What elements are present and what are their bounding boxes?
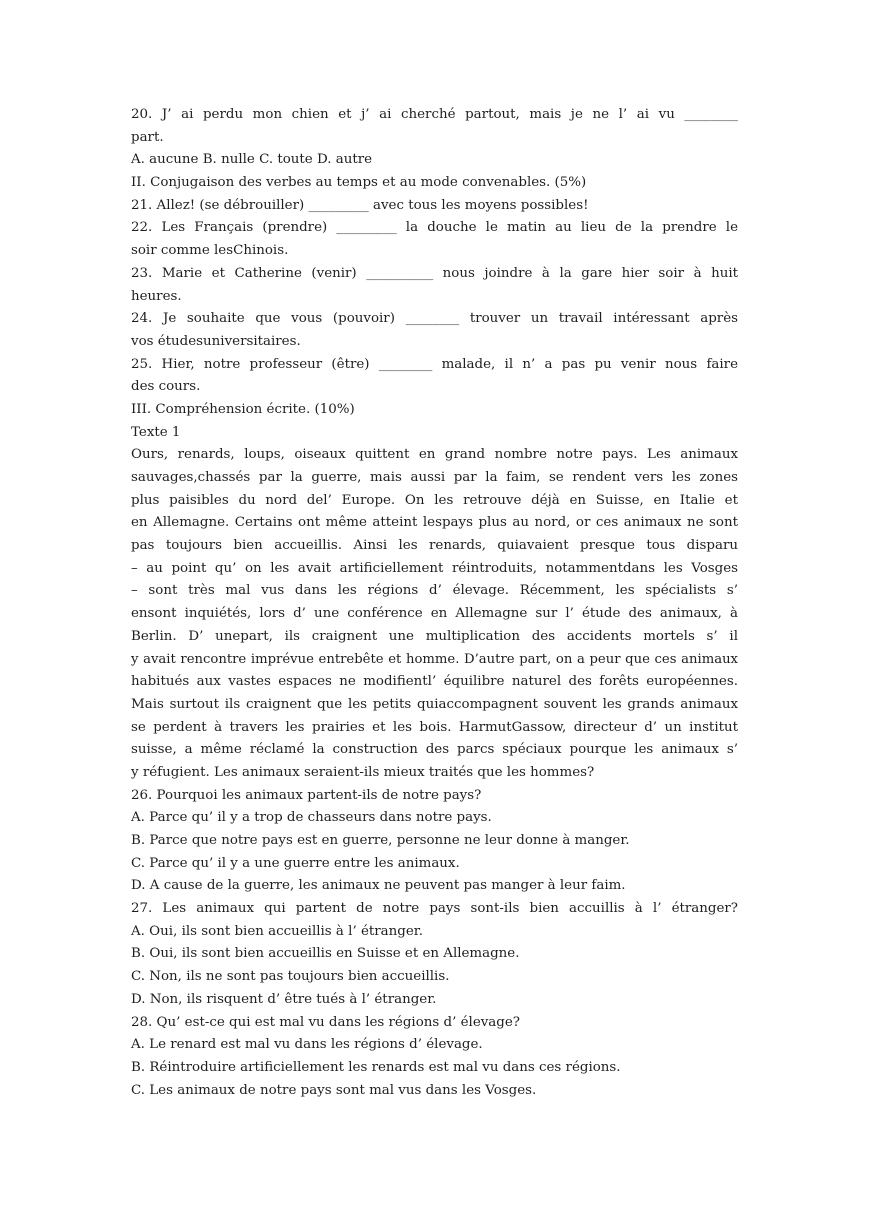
text-line: D. A cause de la guerre, les animaux ne peuvent pas manger à leur faim.	[131, 878, 626, 894]
text-line: – au point qu’ on les avait artificiellement réintroduits, notammentdans les Vosges	[131, 560, 738, 576]
text-line: B. Réintroduire artificiellement les renards est mal vu dans ces régions.	[131, 1059, 621, 1075]
text-line: 24. Je souhaite que vous (pouvoir) ________ trouver un travail intéressant après	[131, 311, 738, 327]
text-line: soir comme lesChinois.	[131, 243, 289, 259]
text-line: B. Parce que notre pays est en guerre, personne ne leur donne à manger.	[131, 833, 630, 848]
text-line: ensont inquiétés, lors d’ une conférence en Allemagne sur l’ étude des animaux, à	[131, 606, 738, 622]
text-line: 25. Hier, notre professeur (être) ________ malade, il n’ a pas pu venir nous faire	[131, 356, 738, 372]
text-line: 27. Les animaux qui partent de notre pays sont-ils bien accuillis à l’ étranger?	[131, 901, 738, 917]
text-line: part.	[131, 129, 164, 145]
text-line: se perdent à travers les prairies et les bois. HarmutGassow, directeur d’ un institut	[131, 719, 738, 735]
text-line: heures.	[131, 288, 182, 304]
text-line: 26. Pourquoi les animaux partent-ils de notre pays?	[131, 787, 482, 803]
text-line: en Allemagne. Certains ont même atteint lespays plus au nord, or ces animaux ne sont	[131, 515, 738, 531]
text-line: 21. Allez! (se débrouiller) _________ avec tous les moyens possibles!	[131, 197, 589, 213]
text-line: Berlin. D’ unepart, ils craignent une multiplication des accidents mortels s’ il	[131, 628, 738, 644]
text-line: A. Parce qu’ il y a trop de chasseurs dans notre pays.	[131, 810, 492, 826]
text-line: D. Non, ils risquent d’ être tués à l’ étranger.	[131, 991, 437, 1007]
text-line: 22. Les Français (prendre) _________ la douche le matin au lieu de la prendre le	[131, 220, 738, 236]
text-line: A. Oui, ils sont bien accueillis à l’ étranger.	[131, 923, 423, 939]
text-line: vos étudesuniversitaires.	[131, 333, 301, 349]
text-line: des cours.	[131, 379, 201, 395]
text-line: suisse, a même réclamé la construction des parcs spéciaux pourque les animaux s’	[131, 742, 738, 758]
text-line: plus paisibles du nord del’ Europe. On les retrouve déjà en Suisse, en Italie et	[131, 492, 738, 508]
text-line: Mais surtout ils craignent que les petits quiaccompagnent souvent les grands animaux	[131, 696, 738, 712]
text-line: A. aucune B. nulle C. toute D. autre	[131, 152, 373, 168]
text-line: sauvages,chassés par la guerre, mais aussi par la faim, se rendent vers les zones	[131, 470, 738, 485]
text-line: B. Oui, ils sont bien accueillis en Suisse et en Allemagne.	[131, 946, 520, 962]
text-line: y avait rencontre imprévue entrebête et homme. D’autre part, on a peur que ces animaux	[131, 651, 738, 667]
text-line: II. Conjugaison des verbes au temps et au mode convenables. (5%)	[131, 175, 587, 191]
text-line: C. Non, ils ne sont pas toujours bien accueillis.	[131, 969, 450, 985]
text-line: 20. J’ ai perdu mon chien et j’ ai cherché partout, mais je ne l’ ai vu ________	[131, 107, 738, 122]
text-line: III. Compréhension écrite. (10%)	[131, 401, 355, 417]
text-line: Texte 1	[131, 424, 181, 440]
text-line: y réfugient. Les animaux seraient-ils mieux traités que les hommes?	[131, 764, 595, 780]
text-line: 28. Qu’ est-ce qui est mal vu dans les régions d’ élevage?	[131, 1014, 520, 1030]
document-page	[131, 104, 738, 1102]
text-line: habitués aux vastes espaces ne modifientl’ équilibre naturel des forêts européennes.	[131, 674, 738, 690]
text-line: Ours, renards, loups, oiseaux quittent en grand nombre notre pays. Les animaux	[131, 447, 738, 463]
text-line: pas toujours bien accueillis. Ainsi les renards, quiavaient presque tous disparu	[131, 538, 738, 554]
text-line: A. Le renard est mal vu dans les régions d’ élevage.	[131, 1037, 483, 1053]
text-line: C. Les animaux de notre pays sont mal vus dans les Vosges.	[131, 1082, 537, 1098]
text-line: – sont très mal vus dans les régions d’ élevage. Récemment, les spécialists s’	[131, 583, 738, 599]
text-line: 23. Marie et Catherine (venir) __________ nous joindre à la gare hier soir à huit	[131, 265, 738, 281]
text-line: C. Parce qu’ il y a une guerre entre les animaux.	[131, 855, 460, 871]
